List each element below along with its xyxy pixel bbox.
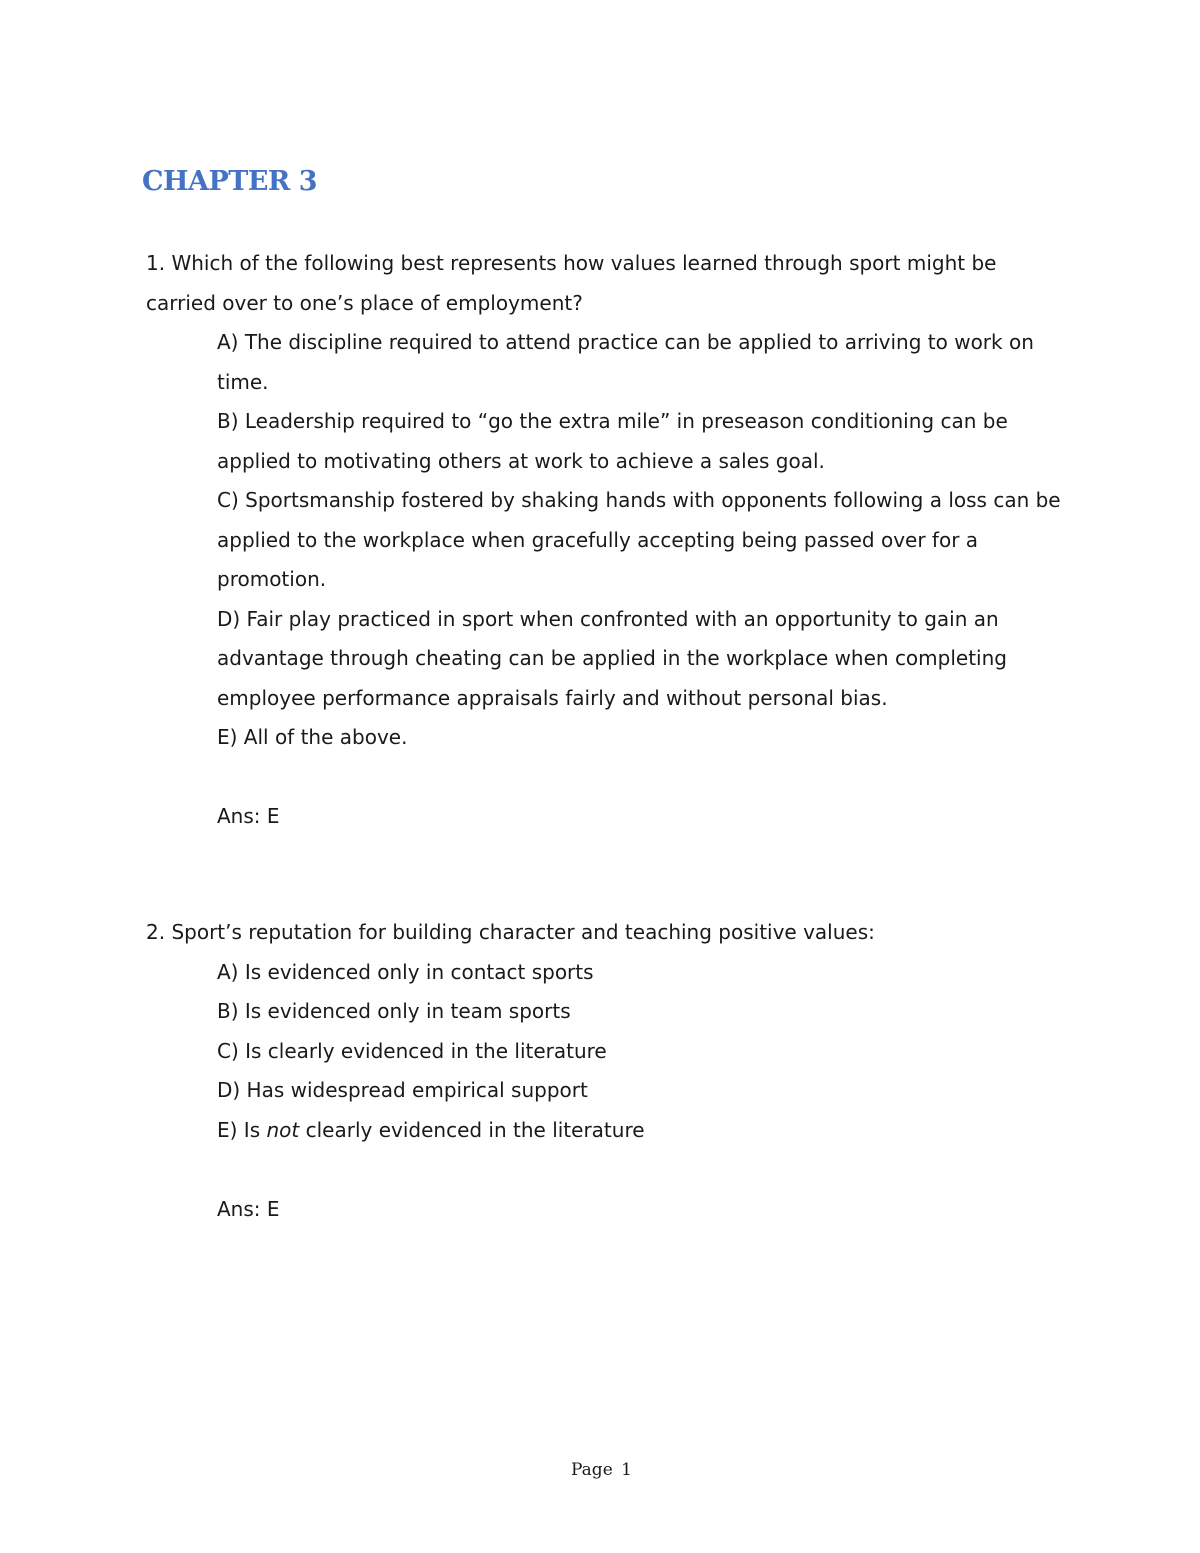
- answer-key: Ans: E: [217, 1196, 280, 1221]
- option-d: D) Has widespread empirical support: [217, 1078, 588, 1102]
- option-a: A) The discipline required to attend practice can be applied to arriving to work on time.: [217, 330, 1034, 394]
- page-number: 1: [621, 1460, 632, 1480]
- chapter-title: CHAPTER 3: [142, 166, 318, 197]
- option-b: B) Leadership required to “go the extra mile” in preseason conditioning can be applied to motivating others at work to achieve a sales goal.: [217, 409, 1008, 473]
- page-label: Page: [571, 1460, 613, 1480]
- page-footer: [0, 1460, 1200, 1480]
- option-e-emphasis: not: [266, 1117, 300, 1142]
- option-e-suffix: clearly evidenced in the literature: [299, 1117, 645, 1142]
- option-b: B) Is evidenced only in team sports: [217, 999, 571, 1023]
- option-a: A) Is evidenced only in contact sports: [217, 959, 594, 984]
- option-e-prefix: E) Is: [217, 1117, 267, 1142]
- answer-key: Ans: E: [217, 804, 280, 828]
- answer-options: [146, 953, 1066, 1151]
- answer-options: [146, 323, 1066, 758]
- option-c: C) Sportsmanship fostered by shaking hands with opponents following a loss can be applied to the workplace when gracefully accepting being passed over for a promotion.: [217, 488, 1061, 591]
- option-e: [217, 1111, 1066, 1151]
- question-2: [146, 913, 1066, 1229]
- question-1: [146, 244, 1066, 837]
- question-stem: 1. Which of the following best represents how values learned through sport might be carried over to one’s place of employment?: [146, 251, 997, 315]
- option-e: E) All of the above.: [217, 725, 408, 749]
- option-c: C) Is clearly evidenced in the literature: [217, 1038, 607, 1063]
- question-stem: 2. Sport’s reputation for building character and teaching positive values:: [146, 920, 875, 944]
- option-d: D) Fair play practiced in sport when confronted with an opportunity to gain an advantage through cheating can be applied in the workplace when completing employee performance appraisals fairly and without personal bias.: [217, 606, 1007, 710]
